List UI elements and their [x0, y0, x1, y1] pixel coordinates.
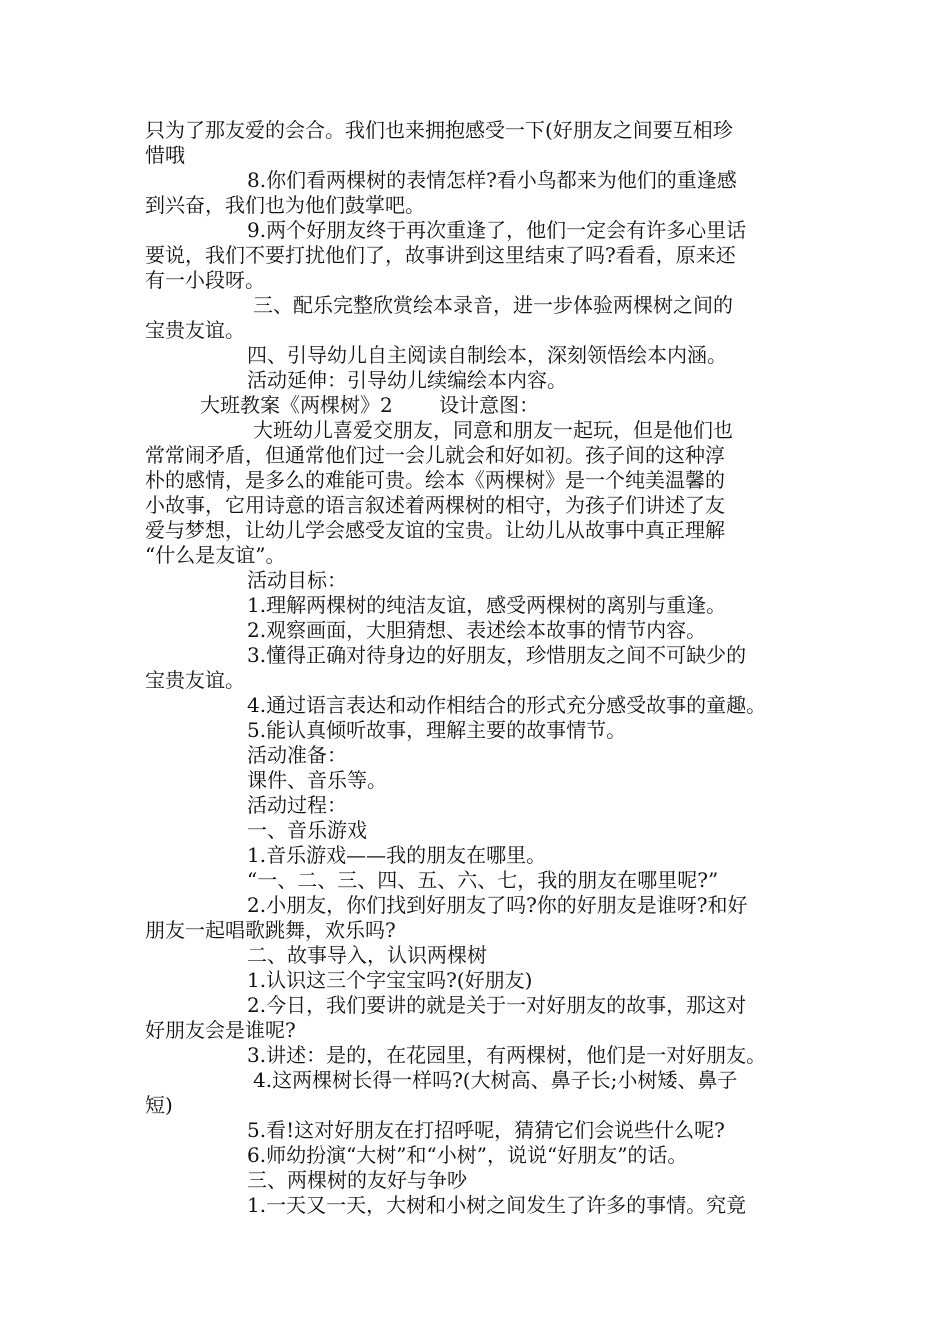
section-heading: 四、引导幼儿自主阅读自制绘本，深刻领悟绘本内涵。	[247, 343, 727, 367]
list-item: 3.懂得正确对待身边的好朋友，珍惜朋友之间不可缺少的	[247, 643, 747, 667]
paragraph-line: 小故事，它用诗意的语言叙述着两棵树的相守，为孩子们讲述了友	[145, 493, 725, 517]
paragraph-line: 朴的感情，是多么的难能可贵。绘本《两棵树》是一个纯美温馨的	[145, 468, 725, 492]
section-heading: 活动过程：	[247, 793, 347, 817]
paragraph-line: 宝贵友谊。	[145, 668, 245, 692]
paragraph-line: 常常闹矛盾，但通常他们过一会儿就会和好如初。孩子间的这种淳	[145, 443, 725, 467]
list-item: 5.能认真倾听故事，理解主要的故事情节。	[247, 718, 627, 742]
paragraph-line: 大班幼儿喜爱交朋友，同意和朋友一起玩，但是他们也	[253, 418, 733, 442]
paragraph-line: 到兴奋，我们也为他们鼓掌吧。	[145, 193, 425, 217]
paragraph-line: 9.两个好朋友终于再次重逢了，他们一定会有许多心里话	[247, 218, 747, 242]
list-item: 2.今日，我们要讲的就是关于一对好朋友的故事，那这对	[247, 993, 747, 1017]
paragraph-line: 爱与梦想，让幼儿学会感受友谊的宝贵。让幼儿从故事中真正理解	[145, 518, 725, 542]
list-item: 5.看!这对好朋友在打招呼呢，猜猜它们会说些什么呢?	[247, 1118, 725, 1142]
paragraph-line: “一、二、三、四、五、六、七，我的朋友在哪里呢?”	[247, 868, 719, 892]
paragraph-line: 宝贵友谊。	[145, 318, 245, 342]
list-item: 4.这两棵树长得一样吗?(大树高、鼻子长;小树矮、鼻子	[253, 1068, 738, 1092]
paragraph-line: 好朋友会是谁呢?	[145, 1018, 296, 1042]
section-heading: 三、两棵树的友好与争吵	[247, 1168, 467, 1192]
list-item: 4.通过语言表达和动作相结合的形式充分感受故事的童趣。	[247, 693, 767, 717]
list-item: 2.小朋友，你们找到好朋友了吗?你的好朋友是谁呀?和好	[247, 893, 748, 917]
list-item: 1.认识这三个字宝宝吗?(好朋友)	[247, 968, 533, 992]
paragraph-line: 朋友一起唱歌跳舞，欢乐吗?	[145, 918, 396, 942]
paragraph-line: 课件、音乐等。	[247, 768, 387, 792]
list-item: 1.理解两棵树的纯洁友谊，感受两棵树的离别与重逢。	[247, 593, 727, 617]
paragraph-line: 要说，我们不要打扰他们了，故事讲到这里结束了吗?看看，原来还	[145, 243, 736, 267]
paragraph-line: 短)	[145, 1093, 173, 1117]
list-item: 3.讲述：是的，在花园里，有两棵树，他们是一对好朋友。	[247, 1043, 767, 1067]
paragraph-line: 活动延伸：引导幼儿续编绘本内容。	[247, 368, 567, 392]
list-item: 6.师幼扮演“大树”和“小树”，说说“好朋友”的话。	[247, 1143, 688, 1167]
paragraph-line: 只为了那友爱的会合。我们也来拥抱感受一下(好朋友之间要互相珍	[145, 118, 733, 142]
document-body	[145, 118, 817, 1218]
list-item: 1.音乐游戏——我的朋友在哪里。	[247, 843, 547, 867]
paragraph-line: 有一小段呀。	[145, 268, 265, 292]
paragraph-line: 8.你们看两棵树的表情怎样?看小鸟都来为他们的重逢感	[247, 168, 737, 192]
paragraph-line: 惜哦	[145, 143, 185, 167]
paragraph-line: “什么是友谊”。	[145, 543, 286, 567]
section-heading: 二、故事导入，认识两棵树	[247, 943, 487, 967]
section-heading: 活动准备：	[247, 743, 347, 767]
list-item: 1.一天又一天，大树和小树之间发生了许多的事情。究竟	[247, 1193, 747, 1217]
section-heading: 活动目标：	[247, 568, 347, 592]
document-title: 大班教案《两棵树》2 设计意图：	[200, 393, 540, 417]
section-heading: 一、音乐游戏	[247, 818, 367, 842]
list-item: 2.观察画面，大胆猜想、表述绘本故事的情节内容。	[247, 618, 707, 642]
section-heading: 三、配乐完整欣赏绘本录音，进一步体验两棵树之间的	[253, 293, 733, 317]
